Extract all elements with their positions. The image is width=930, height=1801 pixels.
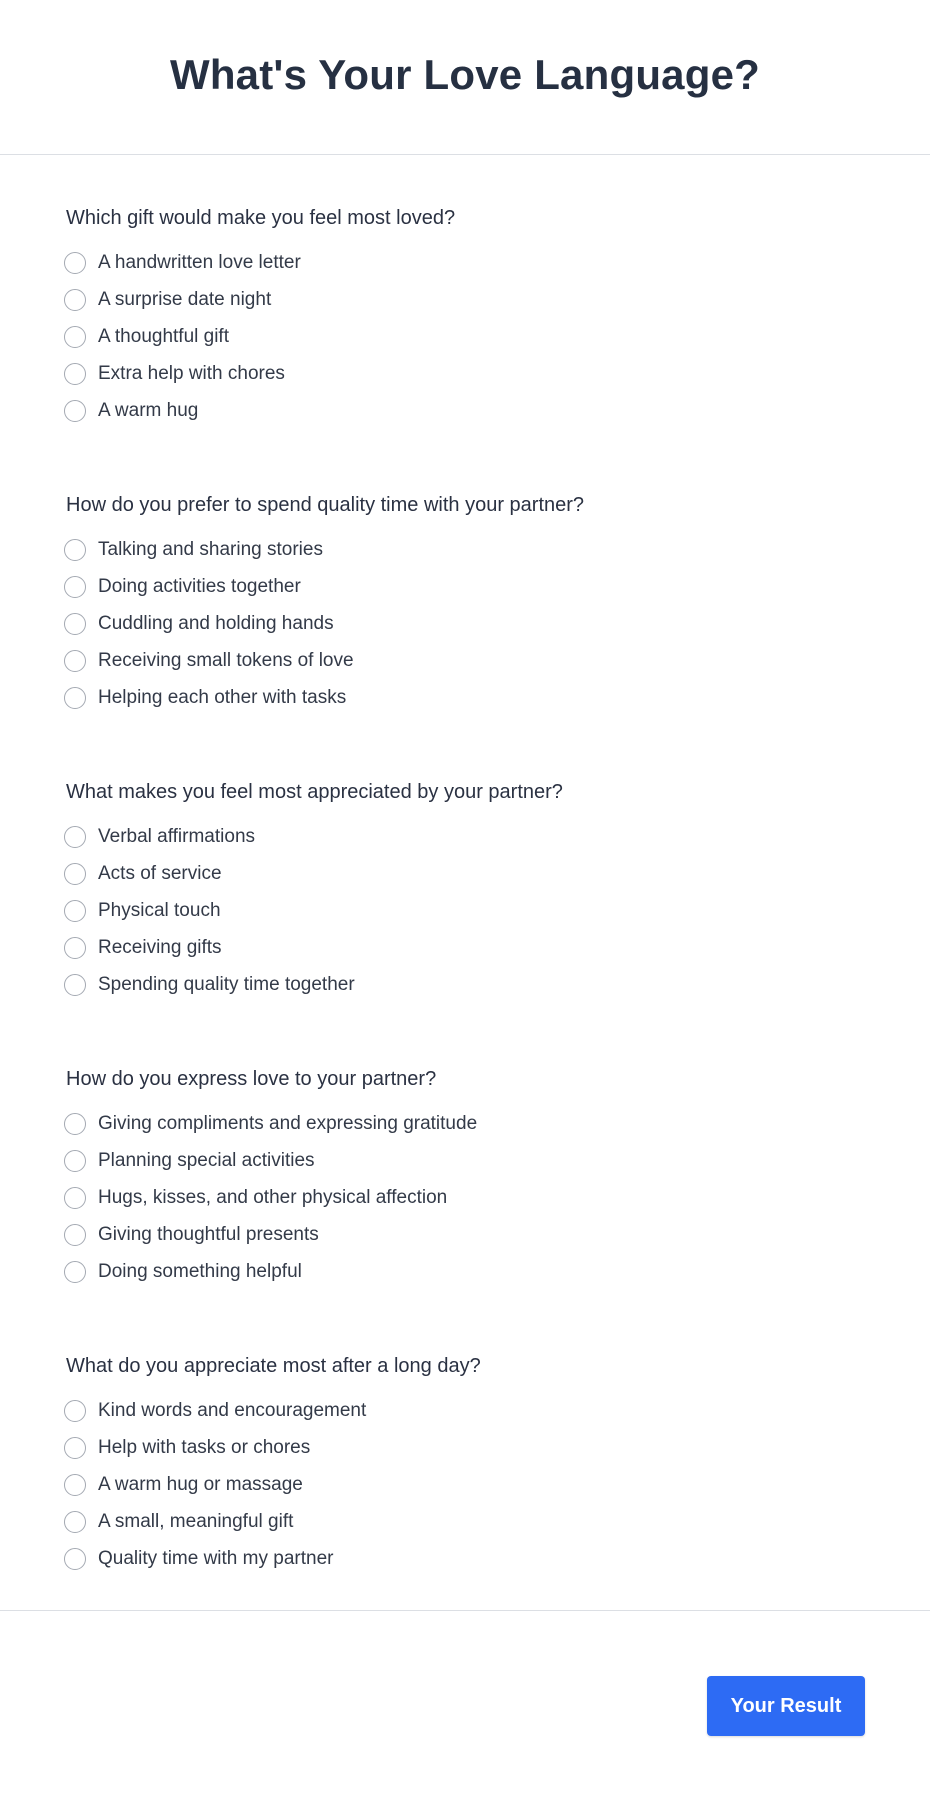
option-label: Giving thoughtful presents <box>98 1223 319 1245</box>
option-label: Planning special activities <box>98 1149 315 1171</box>
radio-button[interactable] <box>64 1437 86 1459</box>
option-label: Cuddling and holding hands <box>98 612 334 634</box>
option-q2-e[interactable] <box>64 679 584 716</box>
option-q2-c[interactable] <box>64 605 584 642</box>
option-label: Helping each other with tasks <box>98 686 347 708</box>
radio-button[interactable] <box>64 289 86 311</box>
option-label: Spending quality time together <box>98 973 355 995</box>
option-q5-a[interactable] <box>64 1392 481 1429</box>
option-list <box>64 1105 477 1290</box>
question-5 <box>64 1354 481 1577</box>
question-text: What do you appreciate most after a long day? <box>66 1355 481 1377</box>
question-text: Which gift would make you feel most loved? <box>66 207 456 229</box>
option-list <box>64 531 584 716</box>
radio-button[interactable] <box>64 1474 86 1496</box>
option-label: A warm hug or massage <box>98 1473 303 1495</box>
option-label: Kind words and encouragement <box>98 1399 367 1421</box>
radio-button[interactable] <box>64 650 86 672</box>
option-label: A thoughtful gift <box>98 325 229 347</box>
option-q4-a[interactable] <box>64 1105 477 1142</box>
radio-button[interactable] <box>64 974 86 996</box>
option-label: Receiving gifts <box>98 936 222 958</box>
question-4 <box>64 1067 477 1290</box>
option-label: Doing something helpful <box>98 1260 302 1282</box>
radio-button[interactable] <box>64 1113 86 1135</box>
question-2 <box>64 493 584 716</box>
option-q2-a[interactable] <box>64 531 584 568</box>
question-1 <box>64 206 455 429</box>
quiz-form <box>0 155 930 1611</box>
option-q3-c[interactable] <box>64 892 563 929</box>
option-list <box>64 1392 481 1577</box>
question-text: What makes you feel most appreciated by your partner? <box>66 781 563 803</box>
option-q3-d[interactable] <box>64 929 563 966</box>
option-q3-a[interactable] <box>64 818 563 855</box>
option-q4-d[interactable] <box>64 1216 477 1253</box>
option-q1-c[interactable] <box>64 318 455 355</box>
radio-button[interactable] <box>64 1548 86 1570</box>
radio-button[interactable] <box>64 1400 86 1422</box>
page-header <box>0 0 930 155</box>
option-q3-b[interactable] <box>64 855 563 892</box>
radio-button[interactable] <box>64 900 86 922</box>
option-label: Extra help with chores <box>98 362 285 384</box>
option-label: Talking and sharing stories <box>98 538 323 560</box>
radio-button[interactable] <box>64 1261 86 1283</box>
radio-button[interactable] <box>64 576 86 598</box>
radio-button[interactable] <box>64 937 86 959</box>
option-q1-b[interactable] <box>64 281 455 318</box>
radio-button[interactable] <box>64 400 86 422</box>
option-q2-d[interactable] <box>64 642 584 679</box>
radio-button[interactable] <box>64 539 86 561</box>
option-label: A handwritten love letter <box>98 251 301 273</box>
option-q5-b[interactable] <box>64 1429 481 1466</box>
page-title: What's Your Love Language? <box>169 51 761 98</box>
option-label: Doing activities together <box>98 575 301 597</box>
radio-button[interactable] <box>64 1511 86 1533</box>
question-3 <box>64 780 563 1003</box>
question-text: How do you prefer to spend quality time with your partner? <box>66 494 585 516</box>
option-label: Receiving small tokens of love <box>98 649 354 671</box>
question-text: How do you express love to your partner? <box>66 1068 437 1090</box>
your-result-button[interactable]: Your Result <box>707 1676 865 1736</box>
option-label: Verbal affirmations <box>98 825 256 847</box>
option-label: A small, meaningful gift <box>98 1510 294 1532</box>
radio-button[interactable] <box>64 613 86 635</box>
option-q3-e[interactable] <box>64 966 563 1003</box>
option-list <box>64 818 563 1003</box>
option-label: A warm hug <box>98 399 199 421</box>
radio-button[interactable] <box>64 1187 86 1209</box>
option-label: A surprise date night <box>98 288 272 310</box>
option-label: Physical touch <box>98 899 221 921</box>
option-q1-e[interactable] <box>64 392 455 429</box>
option-q1-a[interactable] <box>64 244 455 281</box>
radio-button[interactable] <box>64 1150 86 1172</box>
radio-button[interactable] <box>64 252 86 274</box>
option-q5-c[interactable] <box>64 1466 481 1503</box>
option-label: Giving compliments and expressing gratitude <box>98 1112 478 1134</box>
radio-button[interactable] <box>64 1224 86 1246</box>
option-label: Acts of service <box>98 862 222 884</box>
option-q1-d[interactable] <box>64 355 455 392</box>
option-q4-c[interactable] <box>64 1179 477 1216</box>
radio-button[interactable] <box>64 687 86 709</box>
option-q2-b[interactable] <box>64 568 584 605</box>
option-label: Help with tasks or chores <box>98 1436 311 1458</box>
radio-button[interactable] <box>64 363 86 385</box>
option-label: Quality time with my partner <box>98 1547 334 1569</box>
option-label: Hugs, kisses, and other physical affection <box>98 1186 448 1208</box>
option-q5-d[interactable] <box>64 1503 481 1540</box>
option-q4-e[interactable] <box>64 1253 477 1290</box>
option-q4-b[interactable] <box>64 1142 477 1179</box>
radio-button[interactable] <box>64 326 86 348</box>
option-list <box>64 244 455 429</box>
option-q5-e[interactable] <box>64 1540 481 1577</box>
radio-button[interactable] <box>64 863 86 885</box>
radio-button[interactable] <box>64 826 86 848</box>
page-footer <box>0 1612 930 1801</box>
